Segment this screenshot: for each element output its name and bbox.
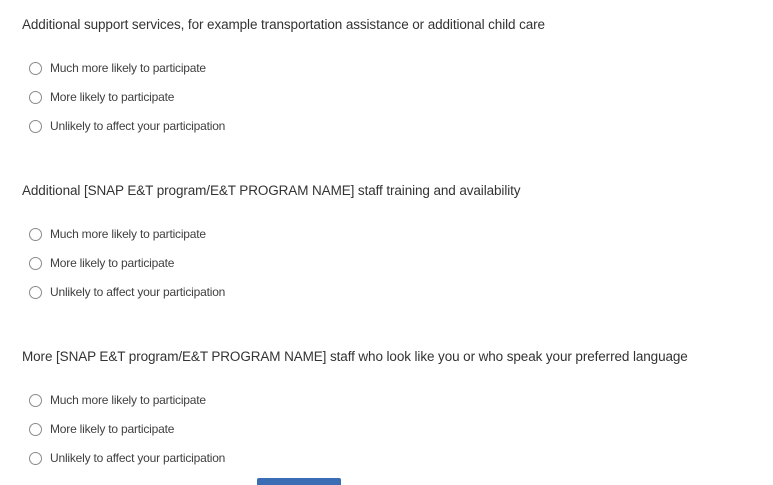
radio-icon[interactable] (29, 62, 42, 75)
options-group (29, 227, 763, 299)
radio-option[interactable] (29, 451, 763, 465)
radio-option-label: Unlikely to affect your participation (50, 119, 226, 133)
radio-option-label: Much more likely to participate (50, 61, 206, 75)
radio-icon[interactable] (29, 91, 42, 104)
radio-icon[interactable] (29, 423, 42, 436)
question-title: More [SNAP E&T program/E&T PROGRAM NAME] staff who look like you or who speak your preferred language (22, 349, 688, 364)
next-button[interactable] (257, 478, 341, 485)
radio-option[interactable] (29, 119, 763, 133)
radio-icon[interactable] (29, 394, 42, 407)
radio-option[interactable] (29, 61, 763, 75)
radio-option-label: More likely to participate (50, 422, 175, 436)
radio-option[interactable] (29, 285, 763, 299)
radio-option-label: More likely to participate (50, 90, 175, 104)
radio-option-label: Much more likely to participate (50, 227, 206, 241)
radio-option[interactable] (29, 393, 763, 407)
question-block-1 (22, 17, 763, 148)
question-block-2 (22, 183, 763, 314)
radio-icon[interactable] (29, 452, 42, 465)
radio-option-label: Much more likely to participate (50, 393, 206, 407)
radio-icon[interactable] (29, 257, 42, 270)
question-block-3 (22, 349, 763, 480)
radio-option-label: Unlikely to affect your participation (50, 451, 226, 465)
radio-icon[interactable] (29, 286, 42, 299)
radio-icon[interactable] (29, 228, 42, 241)
radio-icon[interactable] (29, 120, 42, 133)
radio-option[interactable] (29, 227, 763, 241)
question-title: Additional support services, for example transportation assistance or additional child care (22, 17, 545, 32)
radio-option[interactable] (29, 256, 763, 270)
options-group (29, 393, 763, 465)
radio-option[interactable] (29, 90, 763, 104)
radio-option[interactable] (29, 422, 763, 436)
radio-option-label: More likely to participate (50, 256, 175, 270)
options-group (29, 61, 763, 133)
question-title: Additional [SNAP E&T program/E&T PROGRAM NAME] staff training and availability (22, 183, 521, 198)
radio-option-label: Unlikely to affect your participation (50, 285, 226, 299)
